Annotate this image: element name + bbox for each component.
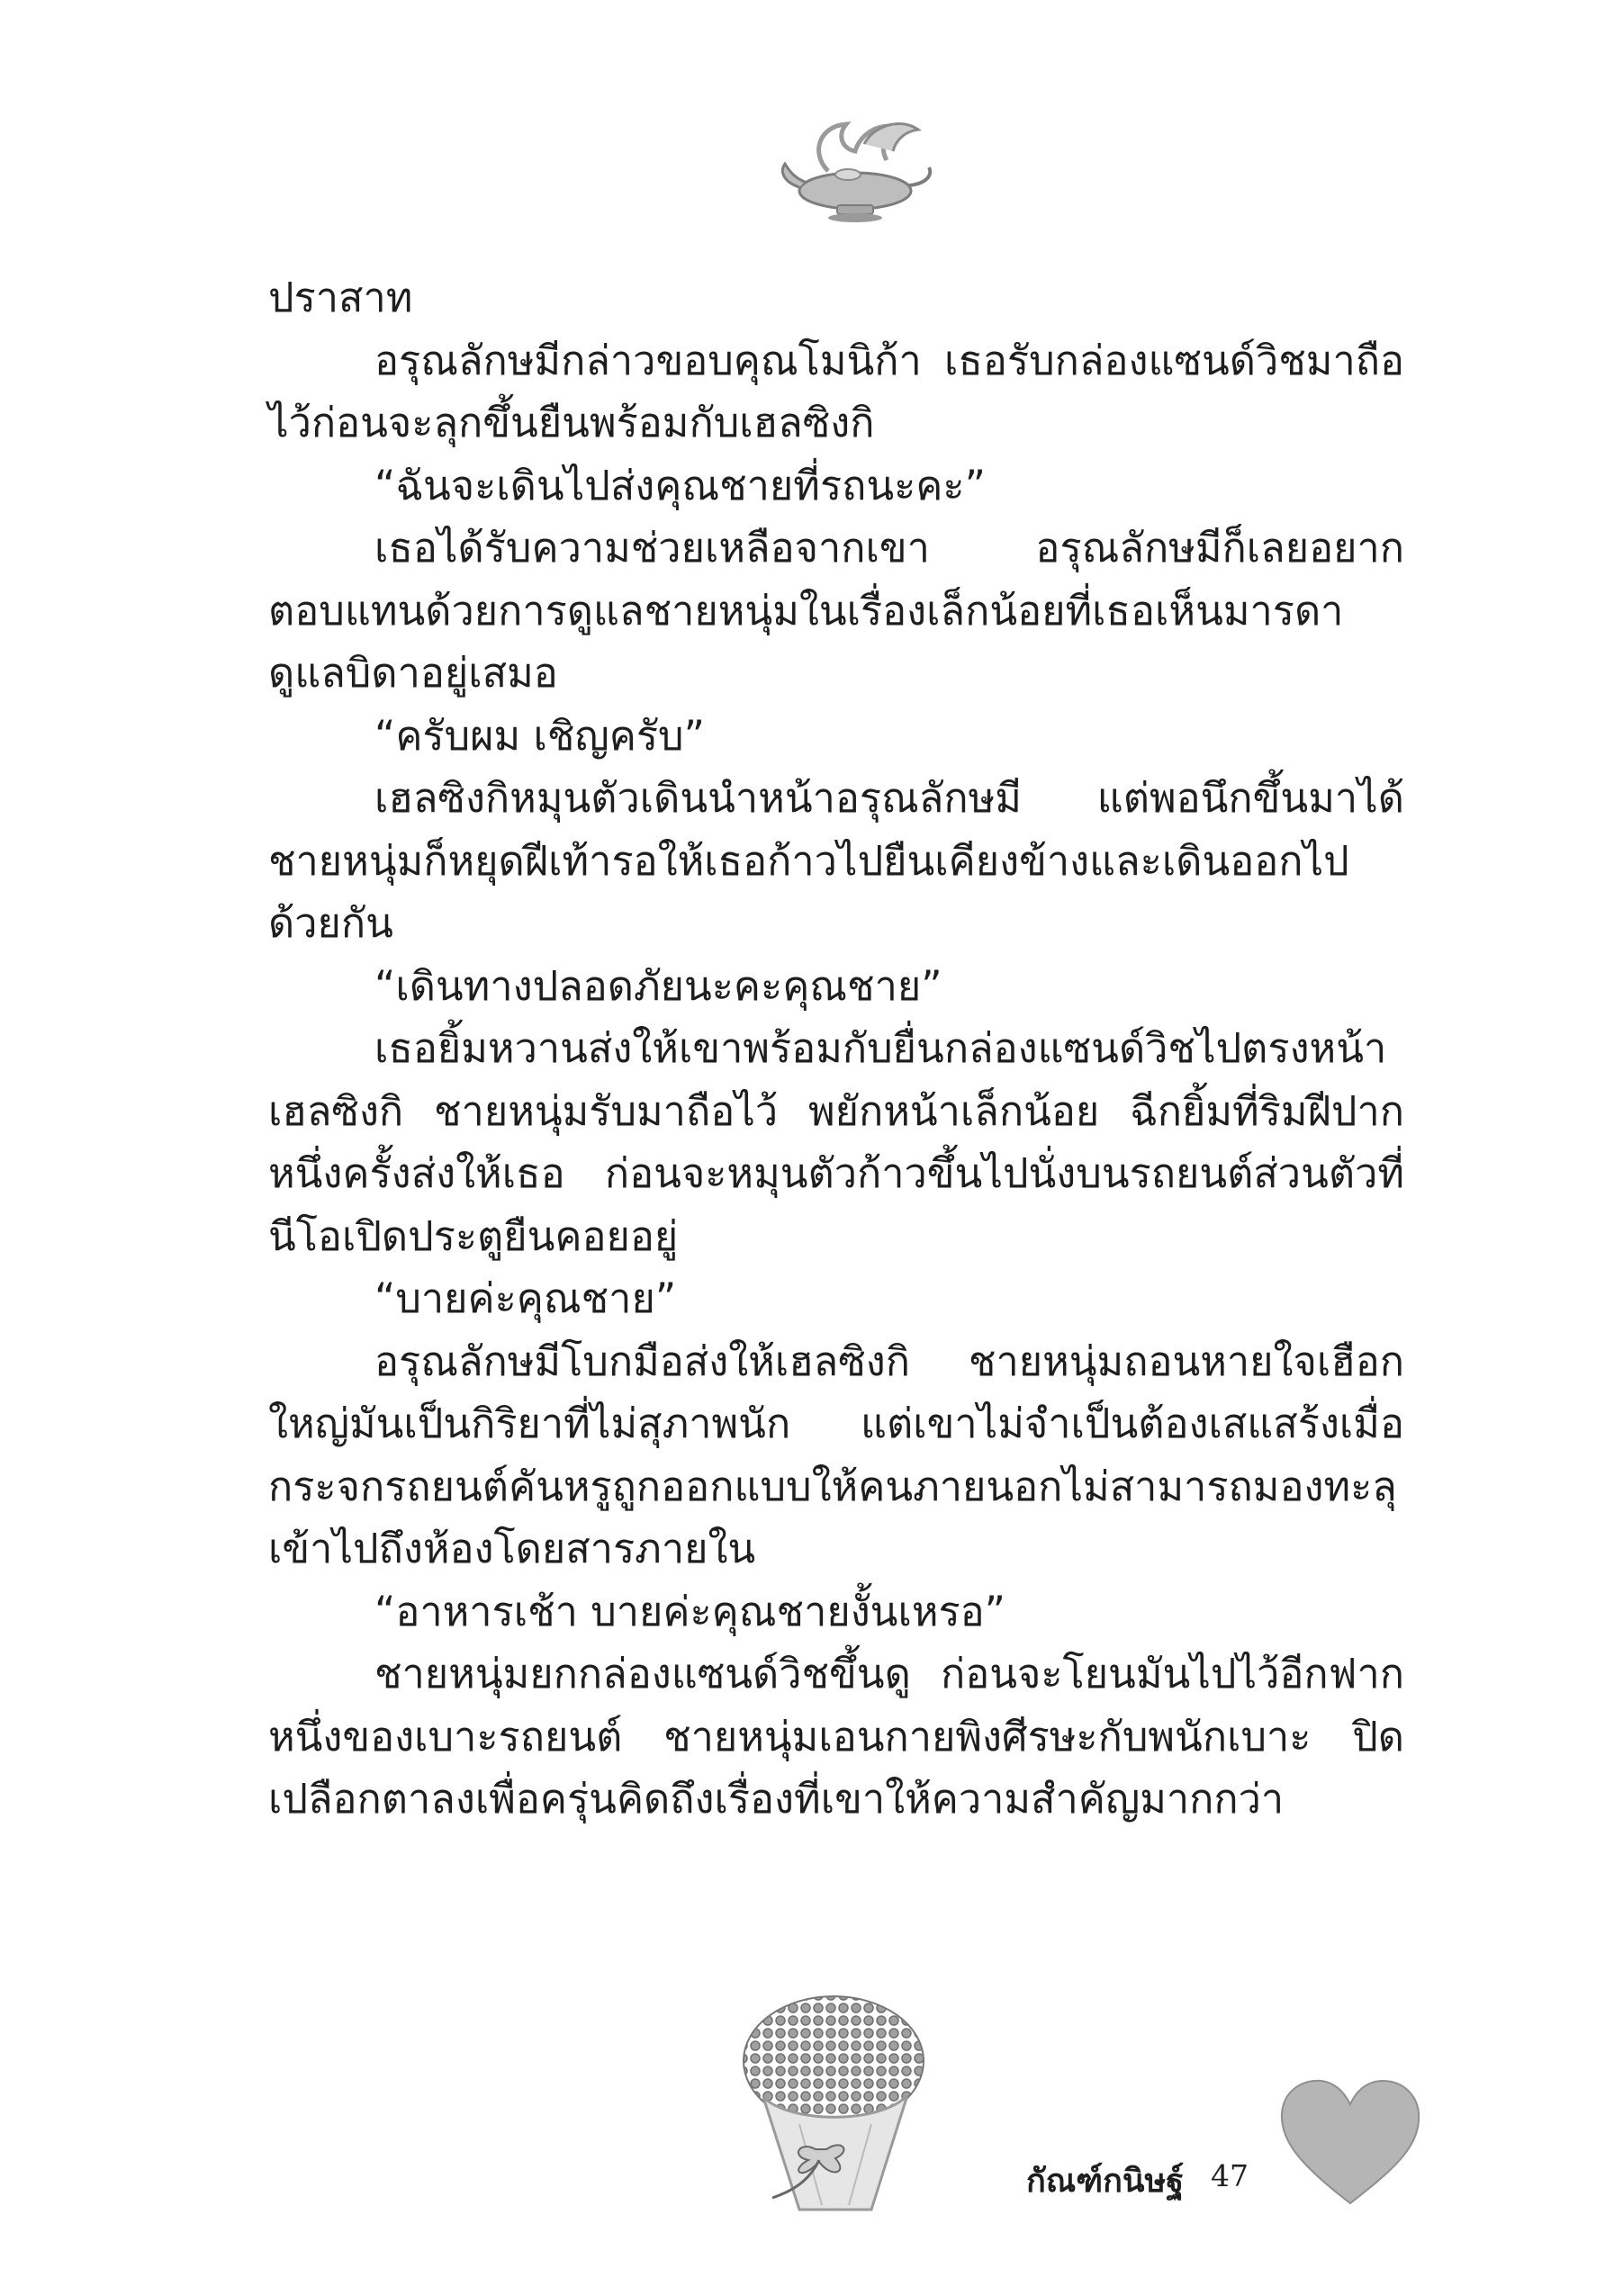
paragraph: อรุณลักษมีกล่าวขอบคุณโมนิก้า เธอรับกล่องแซนด์วิชมาถือไว้ก่อนจะลุกขึ้นยืนพร้อมกับเฮลซิงกิ: [268, 336, 1404, 446]
genie-lamp-icon: [774, 108, 936, 225]
paragraph: เธอยิ้มหวานส่งให้เขาพร้อมกับยื่นกล่องแซนด์วิชไปตรงหน้าเฮลซิงกิ ชายหนุ่มรับมาถือไว้ พยักหน้าเล็กน้อย ฉีกยิ้มที่ริมฝีปากหนึ่งครั้งส่งให้เธอ ก่อนจะหมุนตัวก้าวขึ้นไปนั่งบนรถยนต์ส่วนตัวที่นีโอเปิดประตูยืนคอยอยู่: [268, 1024, 1404, 1260]
paragraph: “เดินทางปลอดภัยนะคะคุณชาย”: [374, 961, 942, 1010]
paragraph: เธอได้รับความช่วยเหลือจากเขา อรุณลักษมีก็เลยอยากตอบแทนด้วยการดูแลชายหนุ่มในเรื่องเล็กน้อยที่เธอเห็นมารดาดูแลบิดาอยู่เสมอ: [268, 524, 1404, 697]
paragraph: “อาหารเช้า บายค่ะคุณชายงั้นเหรอ”: [374, 1587, 1005, 1635]
flower-bouquet-icon: [736, 1989, 930, 2223]
page-number: 47: [1211, 2158, 1249, 2193]
paragraph: ปราสาท: [268, 274, 413, 321]
paragraph: อรุณลักษมีโบกมือส่งให้เฮลซิงกิ ชายหนุ่มถอนหายใจเฮือกใหญ่มันเป็นกิริยาที่ไม่สุภาพนัก แต่เขาไม่จำเป็นต้องเสแสร้งเมื่อกระจกรถยนต์คันหรูถูกออกแบบให้คนภายนอกไม่สามารถมองทะลุเข้าไปถึงห้องโดยสารภายใน: [268, 1337, 1404, 1572]
paragraph: “ครับผม เชิญครับ”: [374, 711, 705, 760]
paragraph: เฮลซิงกิหมุนตัวเดินนำหน้าอรุณลักษมี แต่พอนึกขึ้นมาได้ ชายหนุ่มก็หยุดฝีเท้ารอให้เธอก้าวไปยืนเคียงข้างและเดินออกไปด้วยกัน: [268, 774, 1404, 947]
heart-icon: [1276, 2077, 1425, 2212]
footer-author: กัณฑ์กนิษฐ์: [1026, 2163, 1185, 2200]
paragraph: “บายค่ะคุณชาย”: [374, 1274, 677, 1322]
body-text: [268, 266, 1404, 1831]
paragraph: “ฉันจะเดินไปส่งคุณชายที่รถนะคะ”: [374, 461, 986, 509]
paragraph: ชายหนุ่มยกกล่องแซนด์วิชขึ้นดู ก่อนจะโยนมันไปไว้อีกฟากหนึ่งของเบาะรถยนต์ ชายหนุ่มเอนกายพิงศีรษะกับพนักเบาะ ปิดเปลือกตาลงเพื่อครุ่นคิดถึงเรื่องที่เขาให้ความสำคัญมากกว่า: [268, 1650, 1404, 1823]
